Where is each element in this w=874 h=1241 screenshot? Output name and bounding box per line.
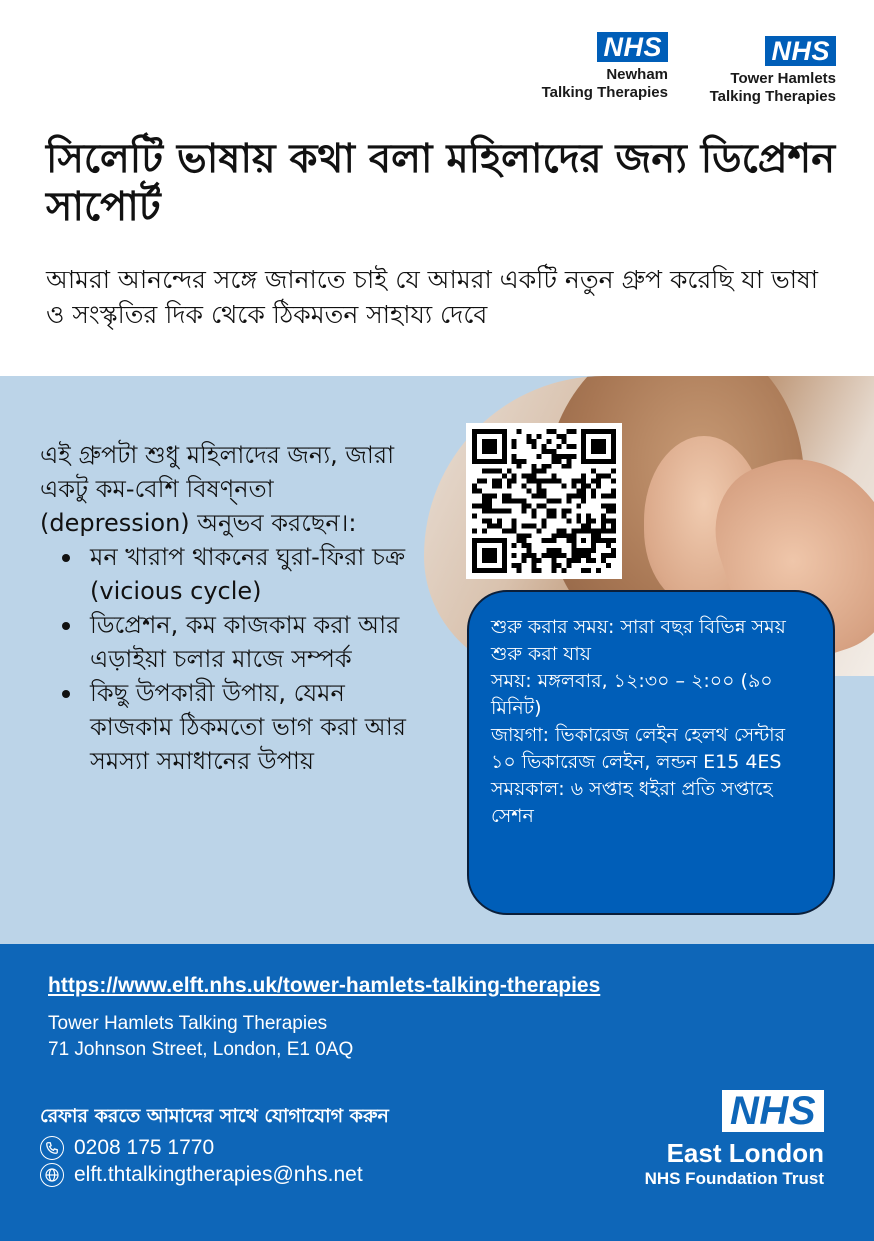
email-address[interactable]: elft.thtalkingtherapies@nhs.net xyxy=(74,1163,363,1186)
phone-icon xyxy=(40,1136,64,1160)
address-line-2: 71 Johnson Street, London, E1 0AQ xyxy=(48,1039,354,1060)
east-london-nhs-trust-logo xyxy=(604,1090,824,1190)
nhs-badge: NHS xyxy=(722,1090,824,1132)
referral-heading: রেফার করতে আমাদের সাথে যোগাযোগ করুন xyxy=(40,1105,389,1127)
start-info: শুরু করার সময়: সারা বছর বিভিন্ন সময় শুরু করা যায় xyxy=(491,616,786,665)
group-description xyxy=(40,438,420,778)
trust-name: East London xyxy=(666,1138,824,1168)
globe-icon xyxy=(40,1163,64,1187)
footer xyxy=(0,944,874,1241)
logo-line-1: Newham xyxy=(606,66,668,83)
qr-code[interactable] xyxy=(466,423,622,579)
bullet-list xyxy=(40,540,420,778)
email-contact[interactable] xyxy=(40,1163,363,1187)
list-item: ডিপ্রেশন, কম কাজকাম করা আর এড়াইয়া চলার মাজে সম্পর্ক xyxy=(40,608,420,676)
postal-address xyxy=(48,1011,353,1063)
tower-hamlets-talking-therapies-logo xyxy=(676,36,836,106)
logo-line-1: Tower Hamlets xyxy=(730,70,836,87)
qr-code-image xyxy=(472,429,616,573)
description-lead: এই গ্রুপটা শুধু মহিলাদের জন্য, জারা একটু কম-বেশি বিষণ্নতা (depression) অনুভব করছেন।: xyxy=(40,441,395,537)
nhs-badge: NHS xyxy=(597,32,668,62)
logo-line-2: Talking Therapies xyxy=(541,84,668,101)
address-info: ১০ ভিকারেজ লেইন, লন্ডন E15 4ES xyxy=(491,751,782,773)
newham-talking-therapies-logo xyxy=(512,32,668,102)
session-info-box xyxy=(467,590,835,915)
phone-number[interactable]: 0208 175 1770 xyxy=(74,1136,215,1159)
page-title: সিলেটি ভাষায় কথা বলা মহিলাদের জন্য ডিপ্রেশন সাপোর্ট xyxy=(46,136,836,230)
nhs-badge: NHS xyxy=(765,36,836,66)
trust-subtitle: NHS Foundation Trust xyxy=(644,1169,824,1188)
website-link[interactable]: https://www.elft.nhs.uk/tower-hamlets-talking-therapies xyxy=(48,974,601,997)
list-item: কিছু উপকারী উপায়, যেমন কাজকাম ঠিকমতো ভাগ করা আর সমস্যা সমাধানের উপায় xyxy=(40,676,420,778)
time-info: সময়: মঙ্গলবার, ১২:৩০ – ২:০০ (৯০ মিনিট) xyxy=(491,670,773,719)
intro-text: আমরা আনন্দের সঙ্গে জানাতে চাই যে আমরা একটি নতুন গ্রুপ করেছি যা ভাষা ও সংস্কৃতির দিক থেকে ঠিকমতন সাহায্য দেবে xyxy=(46,265,818,329)
logo-line-2: Talking Therapies xyxy=(709,88,836,105)
duration-info: সময়কাল: ৬ সপ্তাহ ধইরা প্রতি সপ্তাহে সেশন xyxy=(491,778,773,827)
list-item: মন খারাপ থাকনের ঘুরা-ফিরা চক্র (vicious cycle) xyxy=(40,540,420,608)
place-info: জায়গা: ভিকারেজ লেইন হেলথ সেন্টার xyxy=(491,724,786,746)
phone-contact[interactable] xyxy=(40,1136,214,1160)
address-line-1: Tower Hamlets Talking Therapies xyxy=(48,1013,328,1034)
